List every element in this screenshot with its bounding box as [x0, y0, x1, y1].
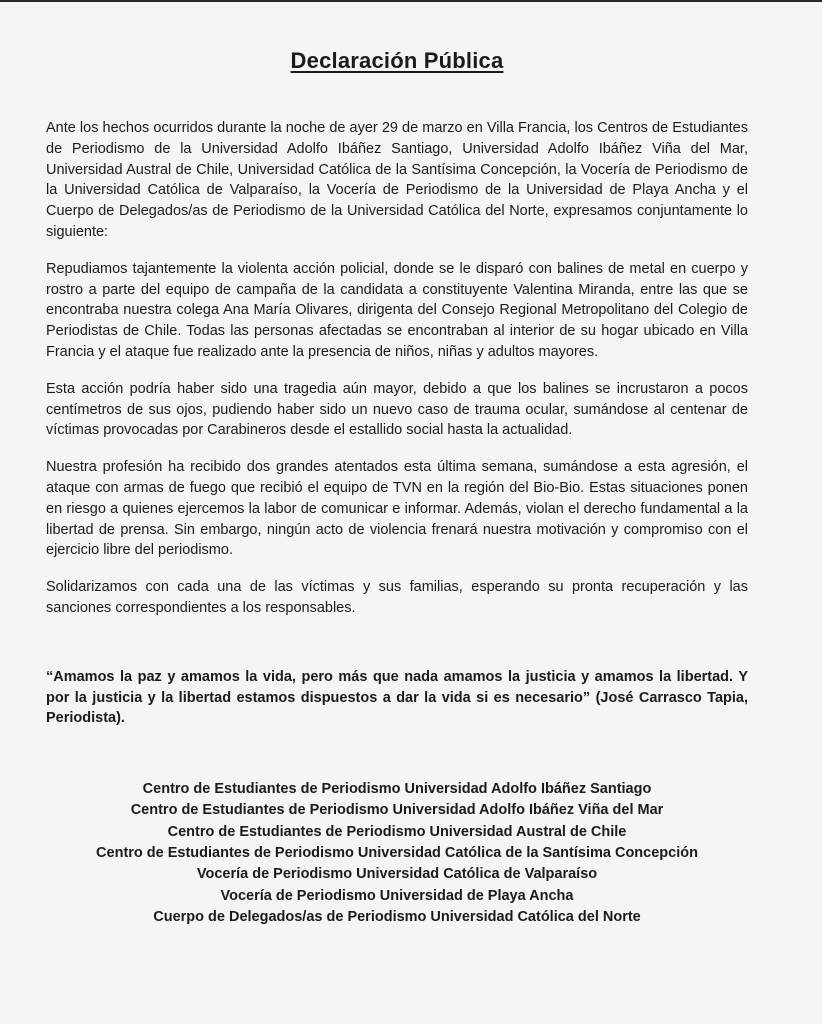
top-border: [0, 0, 822, 2]
signatories-list: [46, 779, 748, 928]
paragraph-solidarity: Solidarizamos con cada una de las víctimas y sus familias, esperando su pronta recuperación y las sanciones correspondientes a los responsables.: [46, 579, 748, 616]
document-page: [46, 48, 748, 928]
closing-quote: “Amamos la paz y amamos la vida, pero más que nada amamos la justicia y amamos la libertad. Y por la justicia y la libertad estamos dispuestos a dar la vida si es necesario” (José Carrasco Tapia, Periodista).: [46, 668, 748, 727]
signatory: Centro de Estudiantes de Periodismo Universidad Católica de la Santísima Concepción: [96, 845, 698, 862]
signatory: Centro de Estudiantes de Periodismo Universidad Austral de Chile: [167, 823, 627, 840]
signatory: Centro de Estudiantes de Periodismo Universidad Adolfo Ibáñez Santiago: [142, 781, 652, 798]
paragraph-profession: Nuestra profesión ha recibido dos grandes atentados esta última semana, sumándose a esta agresión, el ataque con armas de fuego que recibió el equipo de TVN en la región del Bio-Bio. Estas situaciones ponen en riesgo a quienes ejercemos la labor de comunicar e informar. Además, violan el derecho fundamental a la libertad de prensa. Sin embargo, ningún acto de violencia frenará nuestra motivación y compromiso con el ejercicio libre del periodismo.: [46, 459, 748, 559]
paragraph-tragedy: Esta acción podría haber sido una tragedia aún mayor, debido a que los balines se incrustaron a pocos centímetros de sus ojos, pudiendo haber sido un nuevo caso de trauma ocular, sumándose al centenar de víctimas provocadas por Carabineros desde el estallido social hasta la actualidad.: [46, 380, 748, 439]
signatory: Centro de Estudiantes de Periodismo Universidad Adolfo Ibáñez Viña del Mar: [130, 802, 664, 819]
paragraph-repudiation: Repudiamos tajantemente la violenta acción policial, donde se le disparó con balines de metal en cuerpo y rostro a parte del equipo de campaña de la candidata a constituyente Valentina Miranda, entre las que se encontraba nuestra colega Ana María Olivares, dirigenta del Consejo Regional Metropolitano del Colegio de Periodistas de Chile. Todas las personas afectadas se encontraban al interior de su hogar ubicado en Villa Francia y el ataque fue realizado ante la presencia de niños, niñas y adultos mayores.: [46, 260, 748, 360]
signatory: Vocería de Periodismo Universidad Católica de Valparaíso: [196, 866, 598, 883]
signatory: Vocería de Periodismo Universidad de Playa Ancha: [220, 887, 574, 904]
document-title: Declaración Pública: [290, 48, 504, 73]
paragraph-intro: Ante los hechos ocurridos durante la noche de ayer 29 de marzo en Villa Francia, los Centros de Estudiantes de Periodismo de la Universidad Adolfo Ibáñez Santiago, Universidad Adolfo Ibáñez Viña del Mar, Universidad Austral de Chile, Universidad Católica de la Santísima Concepción, la Vocería de Periodismo de la Universidad Católica de Valparaíso, la Vocería de Periodismo de la Universidad de Playa Ancha y el Cuerpo de Delegados/as de Periodismo de la Universidad Católica del Norte, expresamos conjuntamente lo siguiente:: [46, 120, 748, 240]
signatory: Cuerpo de Delegados/as de Periodismo Universidad Católica del Norte: [153, 908, 641, 925]
